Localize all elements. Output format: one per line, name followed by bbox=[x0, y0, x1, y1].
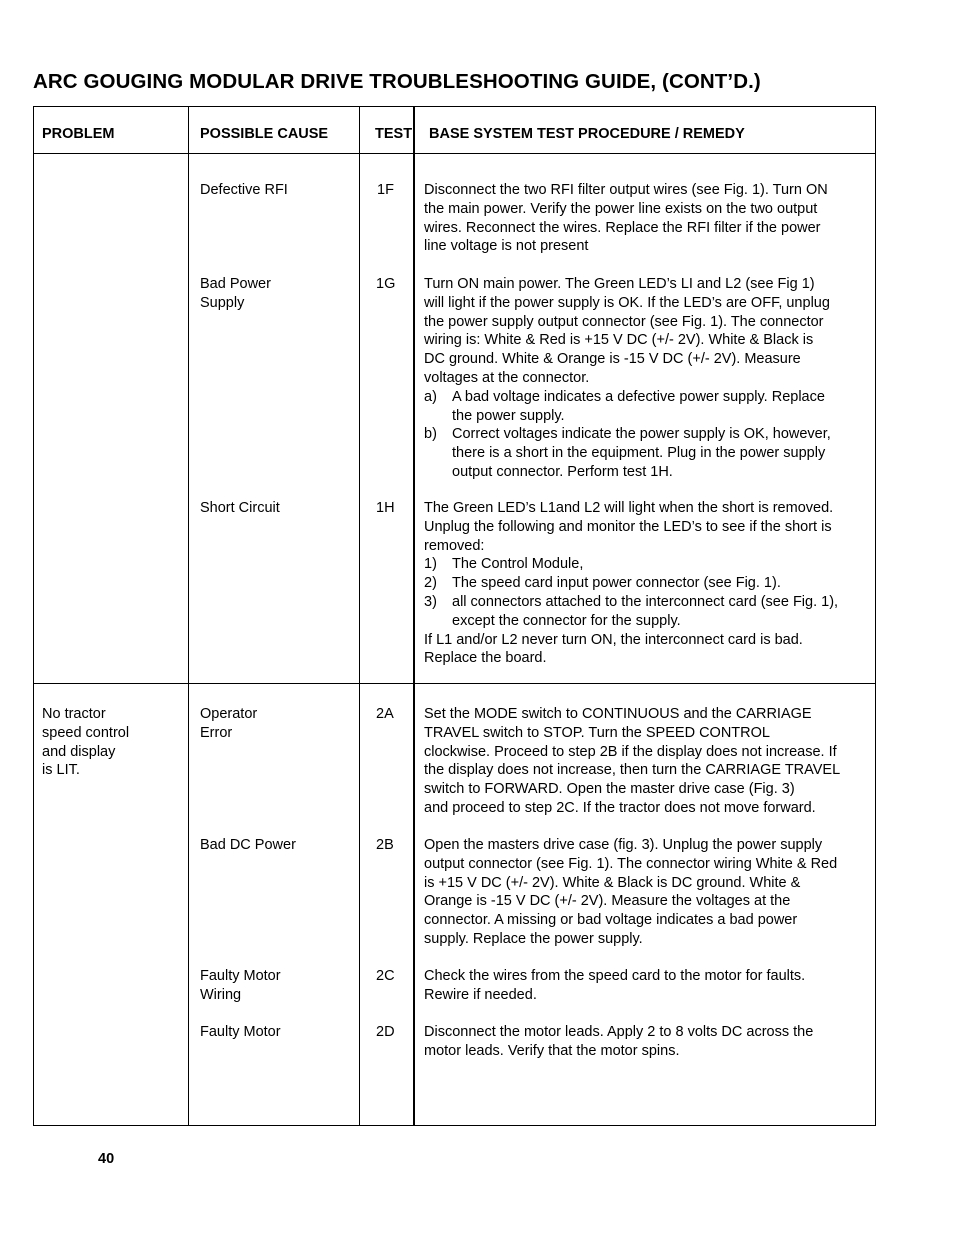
test-id: 1H bbox=[376, 500, 395, 516]
test-id: 2C bbox=[376, 968, 395, 984]
possible-cause: Operator Error bbox=[200, 706, 258, 741]
column-divider bbox=[188, 107, 189, 1125]
section-divider bbox=[34, 683, 875, 684]
remedy-list-item: b) Correct voltages indicate the power supply is OK, however, there is a short in the equipment. Plug in the power supply output connector. Perform test 1H. bbox=[424, 426, 831, 480]
header-test: TEST bbox=[375, 126, 413, 142]
header-remedy: BASE SYSTEM TEST PROCEDURE / REMEDY bbox=[429, 126, 745, 142]
remedy-list-item: 2) The speed card input power connector (see Fig. 1). bbox=[424, 575, 781, 592]
page-number: 40 bbox=[98, 1151, 115, 1167]
header-problem: PROBLEM bbox=[42, 126, 115, 142]
possible-cause: Faulty Motor Wiring bbox=[200, 968, 281, 1003]
possible-cause: Faulty Motor bbox=[200, 1024, 281, 1040]
problem: No tractor speed control and display is LIT. bbox=[42, 706, 130, 779]
remedy: The Green LED’s L1and L2 will light when the short is removed. Unplug the following and monitor the LED’s to see if the short is removed: 1) The Control Module, 2) The speed card input power connector (see Fig. 1). 3) all connectors attached to the interconnect card (see Fig. 1), except the connector for the supply. If L1 and/or L2 never turn ON, the interconnect card is bad. Replace the board. bbox=[424, 500, 839, 667]
remedy-list-item: a) A bad voltage indicates a defective power supply. Replace the power supply. bbox=[424, 388, 825, 424]
remedy: Open the masters drive case (fig. 3). Unplug the power supply output connector (see Fig. 1). The connector wiring White & Red is +15 V DC (+/- 2V). White & Black is DC ground. White & Orange is -15 V DC (+/- 2V). Measure the voltages at the connector. A missing or bad voltage indicates a bad power supply. Replace the power supply. bbox=[424, 837, 838, 947]
header-divider bbox=[34, 153, 875, 154]
test-id: 2D bbox=[376, 1024, 395, 1040]
remedy: Check the wires from the speed card to the motor for faults. Rewire if needed. bbox=[424, 968, 806, 1003]
possible-cause: Short Circuit bbox=[200, 500, 280, 516]
remedy: Disconnect the motor leads. Apply 2 to 8 volts DC across the motor leads. Verify that the motor spins. bbox=[424, 1024, 814, 1059]
possible-cause: Bad DC Power bbox=[200, 837, 296, 853]
troubleshooting-table bbox=[33, 106, 876, 1126]
header-possible-cause: POSSIBLE CAUSE bbox=[200, 126, 329, 142]
remedy: Disconnect the two RFI filter output wires (see Fig. 1). Turn ON the main power. Verify the power line exists on the two output wires. Reconnect the wires. Replace the RFI filter if the power line voltage is not present bbox=[424, 182, 828, 255]
remedy: Turn ON main power. The Green LED’s LI and L2 (see Fig 1) will light if the power supply is OK. If the LED’s are OFF, unplug the power supply output connector (see Fig. 1). The connector wiring is: White & Red is +15 V DC (+/- 2V). White & Black is DC ground. White & Orange is -15 V DC (+/- 2V). Measure voltages at the connector. a) A bad voltage indicates a defective power supply. Replace the power supply. b) Correct voltages indicate the power supply is OK, however, there is a short in the equipment. Plug in the power supply output connector. Perform test 1H. bbox=[424, 276, 831, 480]
remedy: Set the MODE switch to CONTINUOUS and the CARRIAGE TRAVEL switch to STOP. Turn the SPEED CONTROL clockwise. Proceed to step 2B if the display does not increase. If the display does not increase, then turn the CARRIAGE TRAVEL switch to FORWARD. Open the master drive case (Fig. 3) and proceed to step 2C. If the tractor does not move forward. bbox=[424, 706, 841, 816]
column-divider bbox=[359, 107, 360, 1125]
remedy-list-item: 3) all connectors attached to the interconnect card (see Fig. 1), except the connector for the supply. bbox=[424, 593, 839, 629]
page-title: ARC GOUGING MODULAR DRIVE TROUBLESHOOTING GUIDE, (CONT’D.) bbox=[33, 70, 761, 93]
test-id: 1G bbox=[376, 276, 396, 292]
test-id: 1F bbox=[377, 182, 394, 198]
column-divider bbox=[413, 107, 415, 1125]
remedy-list-item: 1) The Control Module, bbox=[424, 556, 584, 573]
test-id: 2A bbox=[376, 706, 394, 722]
possible-cause: Bad Power Supply bbox=[200, 276, 271, 311]
possible-cause: Defective RFI bbox=[200, 182, 288, 198]
test-id: 2B bbox=[376, 837, 394, 853]
